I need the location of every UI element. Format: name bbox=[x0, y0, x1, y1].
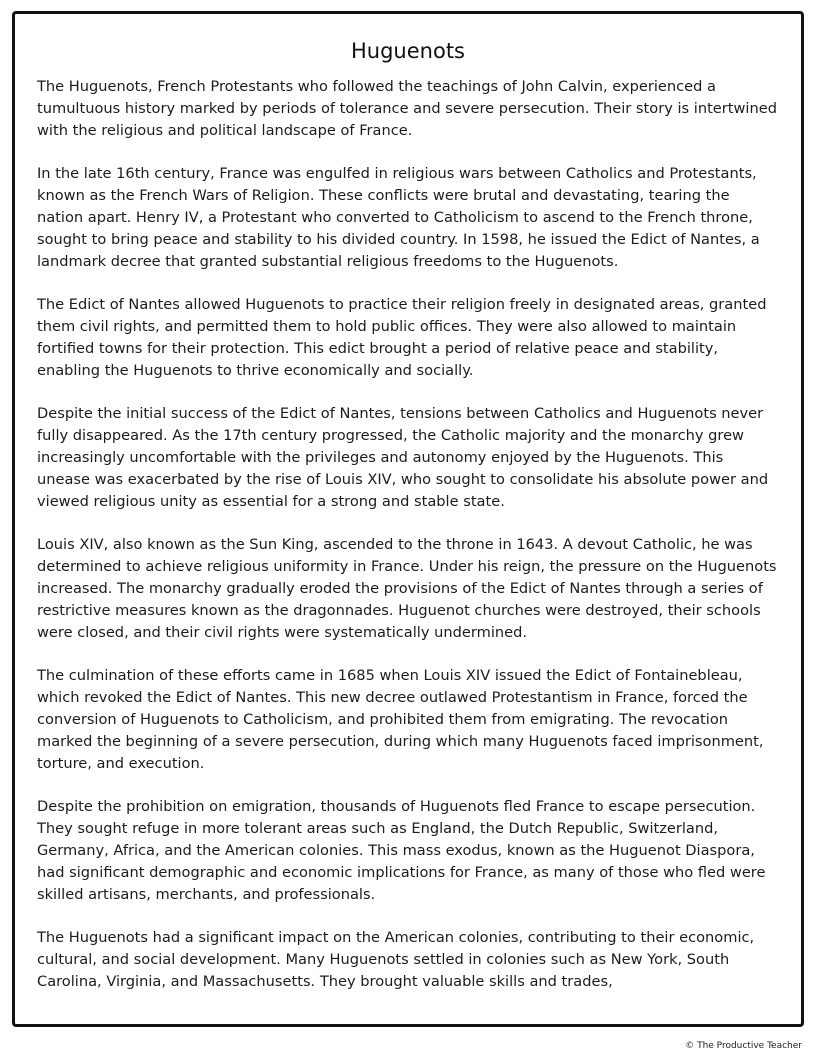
paragraph-2: In the late 16th century, France was engulfed in religious wars between Catholics and Protestants, known as the French Wars of Religion. These conflicts were brutal and devastating, tearing the nation apart. Henry IV, a Protestant who converted to Catholicism to ascend to the French throne, sought to bring peace and stability to his divided country. In 1598, he issued the Edict of Nantes, a landmark decree that granted substantial religious freedoms to the Huguenots. bbox=[37, 165, 760, 270]
paragraph-3: The Edict of Nantes allowed Huguenots to practice their religion freely in designated areas, granted them civil rights, and permitted them to hold public offices. They were also allowed to maintain fortified towns for their protection. This edict brought a period of relative peace and stability, enabling the Huguenots to thrive economically and socially. bbox=[37, 296, 767, 379]
copyright-footer: © The Productive Teacher bbox=[685, 1041, 802, 1051]
paragraph-1: The Huguenots, French Protestants who followed the teachings of John Calvin, experienced a tumultuous history marked by periods of tolerance and severe persecution. Their story is intertwined with the religious and political landscape of France. bbox=[37, 78, 777, 139]
page-title: Huguenots bbox=[351, 39, 465, 63]
paragraph-4: Despite the initial success of the Edict of Nantes, tensions between Catholics and Huguenots never fully disappeared. As the 17th century progressed, the Catholic majority and the monarchy grew increasingly uncomfortable with the privileges and autonomy enjoyed by the Huguenots. This unease was exacerbated by the rise of Louis XIV, who sought to consolidate his absolute power and viewed religious unity as essential for a strong and stable state. bbox=[37, 405, 769, 510]
paragraph-6: The culmination of these efforts came in 1685 when Louis XIV issued the Edict of Fontainebleau, which revoked the Edict of Nantes. This new decree outlawed Protestantism in France, forced the conversion of Huguenots to Catholicism, and prohibited them from emigrating. The revocation marked the beginning of a severe persecution, during which many Huguenots faced imprisonment, torture, and execution. bbox=[37, 667, 764, 772]
paragraph-7: Despite the prohibition on emigration, thousands of Huguenots fled France to escape persecution. They sought refuge in more tolerant areas such as England, the Dutch Republic, Switzerland, Germany, Africa, and the American colonies. This mass exodus, known as the Huguenot Diaspora, had significant demographic and economic implications for France, as many of those who fled were skilled artisans, merchants, and professionals. bbox=[37, 798, 766, 903]
paragraph-8: The Huguenots had a significant impact on the American colonies, contributing to their economic, cultural, and social development. Many Huguenots settled in colonies such as New York, South Carolina, Virginia, and Massachusetts. They brought valuable skills and trades, bbox=[37, 929, 755, 990]
paragraph-5: Louis XIV, also known as the Sun King, ascended to the throne in 1643. A devout Catholic, he was determined to achieve religious uniformity in France. Under his reign, the pressure on the Huguenots increased. The monarchy gradually eroded the provisions of the Edict of Nantes through a series of restrictive measures known as the dragonnades. Huguenot churches were destroyed, their schools were closed, and their civil rights were systematically undermined. bbox=[37, 536, 777, 641]
article-body bbox=[15, 76, 801, 993]
page-frame bbox=[12, 11, 804, 1027]
